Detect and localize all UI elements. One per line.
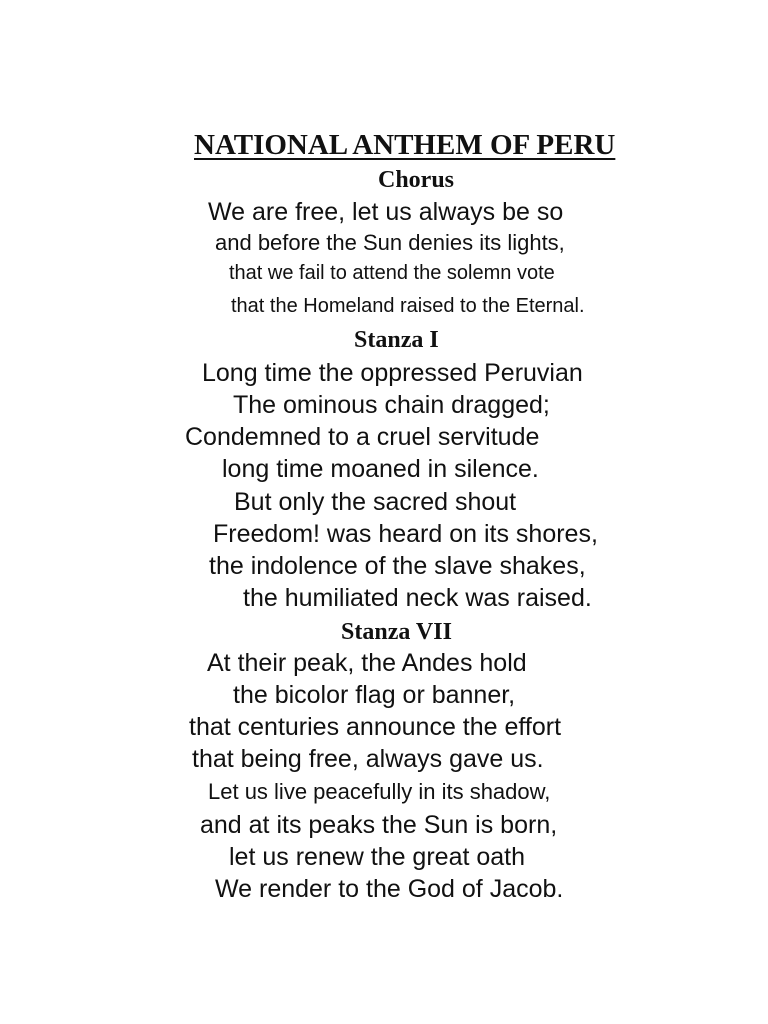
stanza-1-heading: Stanza I	[354, 327, 439, 353]
stanza-7-line: At their peak, the Andes hold	[207, 649, 527, 677]
stanza-7-line: that being free, always gave us.	[192, 745, 544, 773]
stanza-1-line: long time moaned in silence.	[222, 455, 539, 483]
chorus-line: that we fail to attend the solemn vote	[229, 262, 555, 284]
stanza-7-line: Let us live peacefully in its shadow,	[208, 779, 551, 804]
stanza-7-line: let us renew the great oath	[229, 843, 526, 871]
chorus-heading: Chorus	[378, 167, 455, 193]
stanza-1-line: Long time the oppressed Peruvian	[202, 359, 583, 387]
stanza-7-line: and at its peaks the Sun is born,	[200, 811, 558, 839]
chorus-line: We are free, let us always be so	[208, 198, 564, 226]
chorus-line: that the Homeland raised to the Eternal.	[231, 295, 585, 317]
stanza-7-line: the bicolor flag or banner,	[233, 681, 516, 709]
stanza-1-line: the indolence of the slave shakes,	[209, 552, 586, 580]
stanza-1-line: the humiliated neck was raised.	[243, 584, 592, 612]
stanza-1-line: But only the sacred shout	[234, 488, 517, 516]
stanza-7-line: that centuries announce the effort	[189, 713, 562, 741]
stanza-1-line: The ominous chain dragged;	[233, 391, 550, 419]
chorus-line: and before the Sun denies its lights,	[215, 230, 565, 255]
anthem-title: NATIONAL ANTHEM OF PERU	[194, 129, 616, 161]
stanza-7-line: We render to the God of Jacob.	[215, 875, 564, 903]
stanza-1-line: Condemned to a cruel servitude	[185, 423, 540, 451]
stanza-7-heading: Stanza VII	[341, 619, 452, 645]
stanza-1-line: Freedom! was heard on its shores,	[213, 520, 598, 548]
